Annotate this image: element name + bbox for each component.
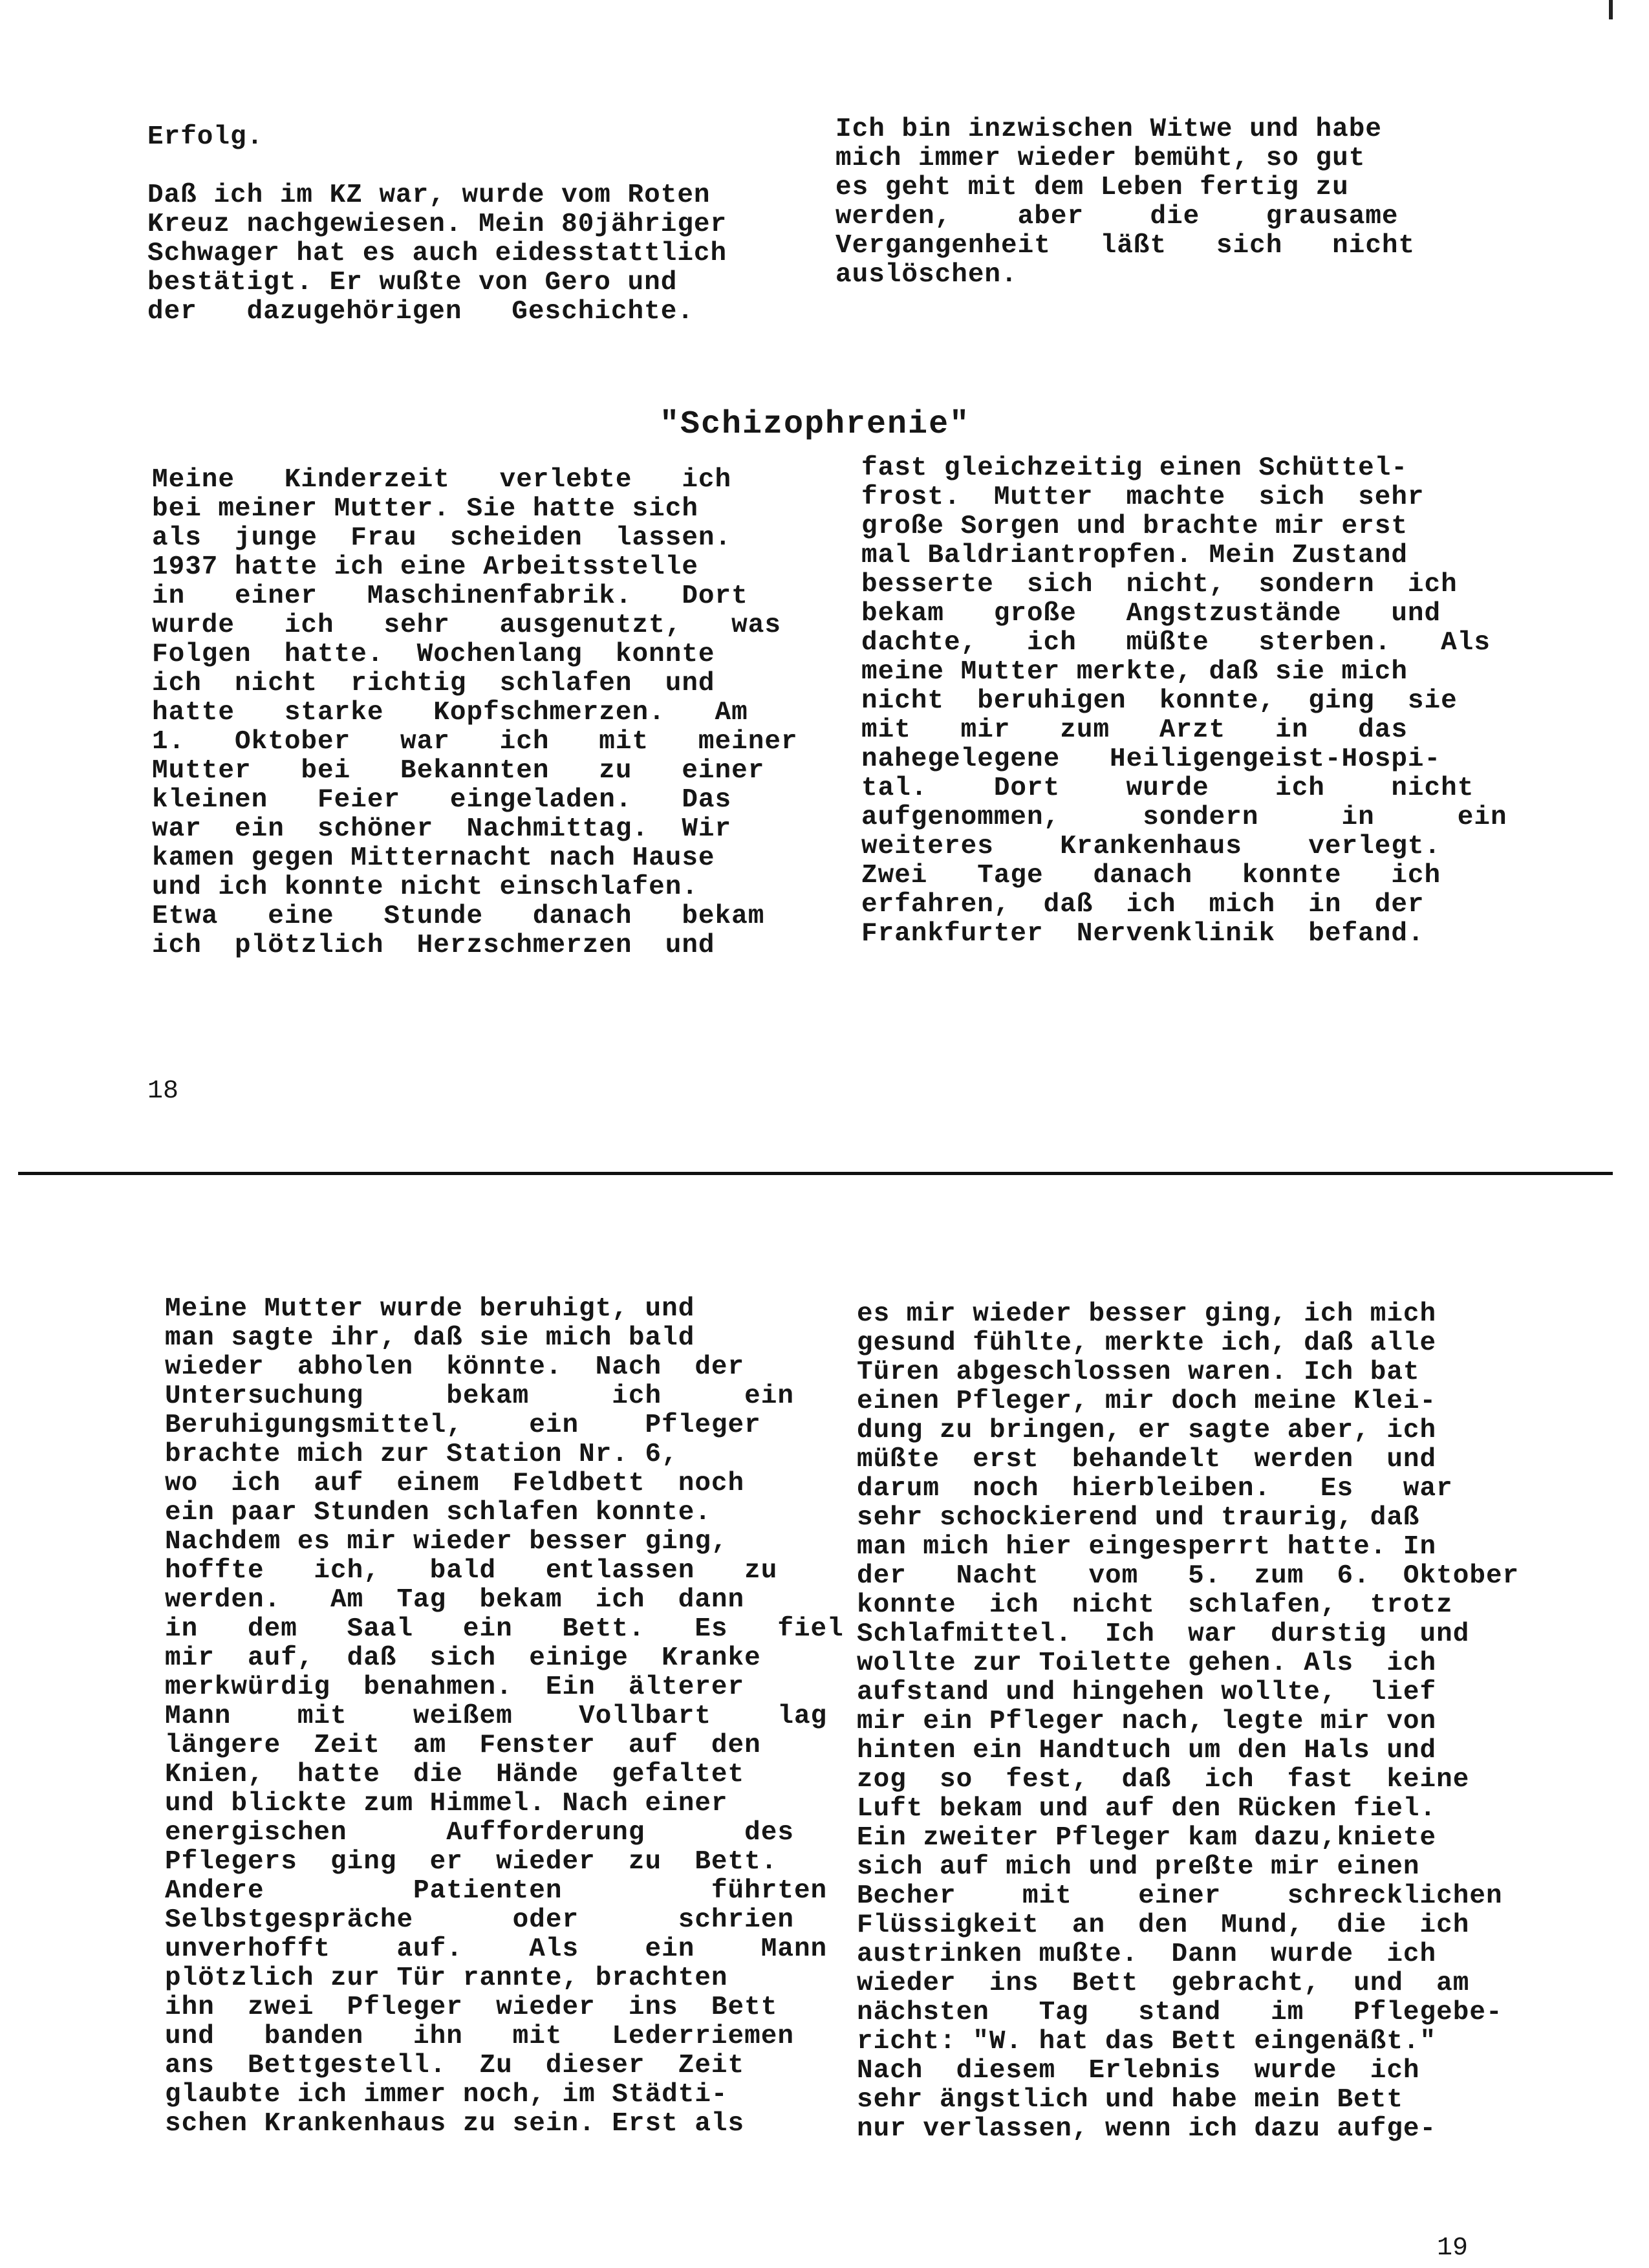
text-line: besserte sich nicht, sondern ich (861, 570, 1458, 599)
text-line: Knien, hatte die Hände gefaltet (165, 1760, 745, 1789)
text-line: 1. Oktober war ich mit meiner (152, 727, 798, 757)
text-line: zog so fest, daß ich fast keine (857, 1765, 1470, 1795)
text-line: man mich hier eingesperrt hatte. In (857, 1532, 1437, 1562)
text-line: ihn zwei Pfleger wieder ins Bett (165, 1993, 778, 2022)
text-line: hoffte ich, bald entlassen zu (165, 1556, 778, 1586)
text-line: wollte zur Toilette gehen. Als ich (857, 1648, 1437, 1678)
page2-left-text-column (165, 1294, 844, 2139)
text-line: war ein schöner Nachmittag. Wir (152, 814, 732, 844)
text-line: längere Zeit am Fenster auf den (165, 1731, 761, 1760)
page-number-right: 19 (1437, 2234, 1469, 2263)
text-line: richt: "W. hat das Bett eingenäßt." (857, 2027, 1437, 2057)
text-line: Frankfurter Nervenklinik befand. (861, 919, 1425, 949)
text-line: kleinen Feier eingeladen. Das (152, 785, 732, 815)
text-line: in dem Saal ein Bett. Es fiel (165, 1614, 844, 1644)
text-line: der dazugehörigen Geschichte. (147, 297, 694, 327)
text-line: Folgen hatte. Wochenlang konnte (152, 640, 715, 669)
text-line: Beruhigungsmittel, ein Pfleger (165, 1410, 761, 1440)
text-line: aufgenommen, sondern in ein (861, 803, 1507, 832)
text-line: und blickte zum Himmel. Nach einer (165, 1789, 728, 1819)
text-line: Pflegers ging er wieder zu Bett. (165, 1847, 778, 1877)
text-line: energischen Aufforderung des (165, 1818, 794, 1848)
text-line: ich plötzlich Herzschmerzen und (152, 931, 715, 960)
text-line: und banden ihn mit Lederriemen (165, 2022, 794, 2051)
text-line: nur verlassen, wenn ich dazu aufge- (857, 2114, 1437, 2144)
text-line: ich nicht richtig schlafen und (152, 669, 715, 698)
text-line: brachte mich zur Station Nr. 6, (165, 1440, 678, 1469)
text-line: man sagte ihr, daß sie mich bald (165, 1323, 695, 1353)
text-line: unverhofft auf. Als ein Mann (165, 1934, 828, 1964)
text-line: meine Mutter merkte, daß sie mich (861, 657, 1408, 687)
text-line: sich auf mich und preßte mir einen (857, 1852, 1420, 1882)
text-line: weiteres Krankenhaus verlegt. (861, 832, 1441, 861)
text-line: wieder ins Bett gebracht, und am (857, 1969, 1470, 1998)
text-line: kamen gegen Mitternacht nach Hause (152, 843, 715, 873)
text-line: Meine Kinderzeit verlebte ich (152, 465, 732, 495)
text-line: werden. Am Tag bekam ich dann (165, 1585, 745, 1615)
text-line: frost. Mutter machte sich sehr (861, 482, 1425, 512)
text-line: Untersuchung bekam ich ein (165, 1381, 794, 1411)
text-line: Vergangenheit läßt sich nicht (835, 231, 1416, 261)
text-line: es geht mit dem Leben fertig zu (835, 173, 1349, 202)
upper-right-text-column (835, 115, 1456, 290)
text-line: in einer Maschinenfabrik. Dort (152, 581, 748, 611)
text-line: tal. Dort wurde ich nicht (861, 773, 1474, 803)
text-line: sehr schockierend und traurig, daß (857, 1503, 1420, 1533)
text-line: Mutter bei Bekannten zu einer (152, 756, 765, 786)
page-edge-mark (1609, 0, 1613, 19)
text-line: schen Krankenhaus zu sein. Erst als (165, 2109, 745, 2139)
text-line: mit mir zum Arzt in das (861, 715, 1408, 745)
text-line: plötzlich zur Tür rannte, brachten (165, 1963, 728, 1993)
text-line: nicht beruhigen konnte, ging sie (861, 686, 1458, 716)
text-line: auslöschen. (835, 260, 1018, 290)
text-line: ein paar Stunden schlafen konnte. (165, 1498, 711, 1528)
text-line: müßte erst behandelt werden und (857, 1445, 1437, 1474)
page-number-left: 18 (147, 1077, 179, 1106)
text-line: einen Pfleger, mir doch meine Klei- (857, 1387, 1437, 1416)
text-line: darum noch hierbleiben. Es war (857, 1474, 1453, 1504)
text-line: dung zu bringen, er sagte aber, ich (857, 1416, 1437, 1445)
text-line: nahegelegene Heiligengeist-Hospi- (861, 744, 1441, 774)
text-line: mir ein Pfleger nach, legte mir von (857, 1707, 1437, 1736)
text-line: Türen abgeschlossen waren. Ich bat (857, 1357, 1420, 1387)
text-line: austrinken mußte. Dann wurde ich (857, 1939, 1437, 1969)
text-line: mir auf, daß sich einige Kranke (165, 1643, 761, 1673)
text-line: Mann mit weißem Vollbart lag (165, 1701, 828, 1731)
text-line: fast gleichzeitig einen Schüttel- (861, 453, 1408, 483)
text-line: nächsten Tag stand im Pflegebe- (857, 1998, 1503, 2027)
text-line: Selbstgespräche oder schrien (165, 1905, 794, 1935)
upper-left-text-column (147, 123, 768, 327)
text-line: sehr ängstlich und habe mein Bett (857, 2085, 1403, 2115)
text-line: Schwager hat es auch eidesstattlich (147, 239, 727, 268)
text-line: Kreuz nachgewiesen. Mein 80jähriger (147, 210, 727, 239)
text-line: Ein zweiter Pfleger kam dazu,kniete (857, 1823, 1437, 1853)
text-line: dachte, ich müßte sterben. Als (861, 628, 1491, 658)
text-line: Ich bin inzwischen Witwe und habe (835, 114, 1382, 144)
text-line: erfahren, daß ich mich in der (861, 890, 1425, 920)
section-title: "Schizophrenie" (660, 406, 971, 443)
text-line: Nach diesem Erlebnis wurde ich (857, 2056, 1420, 2086)
text-line: Luft bekam und auf den Rücken fiel. (857, 1794, 1437, 1824)
text-line: konnte ich nicht schlafen, trotz (857, 1590, 1453, 1620)
text-line (147, 152, 768, 181)
text-line: es mir wieder besser ging, ich mich (857, 1299, 1437, 1329)
text-line: wieder abholen könnte. Nach der (165, 1352, 745, 1382)
text-line: Nachdem es mir wieder besser ging, (165, 1527, 728, 1557)
text-line: glaubte ich immer noch, im Städti- (165, 2080, 728, 2110)
text-line: hatte starke Kopfschmerzen. Am (152, 698, 748, 728)
text-line: bekam große Angstzustände und (861, 599, 1441, 629)
lower-right-text-column (861, 453, 1507, 949)
page-divider (18, 1172, 1613, 1175)
text-line: Schlafmittel. Ich war durstig und (857, 1619, 1470, 1649)
text-line: Daß ich im KZ war, wurde vom Roten (147, 180, 711, 210)
text-line: mich immer wieder bemüht, so gut (835, 144, 1366, 173)
page2-right-text-column (857, 1299, 1520, 2144)
text-line: 1937 hatte ich eine Arbeitsstelle (152, 552, 698, 582)
text-line: Zwei Tage danach konnte ich (861, 861, 1441, 891)
text-line: bestätigt. Er wußte von Gero und (147, 268, 678, 297)
text-line: Meine Mutter wurde beruhigt, und (165, 1294, 695, 1324)
text-line: wurde ich sehr ausgenutzt, was (152, 610, 781, 640)
lower-left-text-column (152, 465, 798, 960)
text-line: wo ich auf einem Feldbett noch (165, 1469, 745, 1498)
text-line: Flüssigkeit an den Mund, die ich (857, 1910, 1470, 1940)
text-line: mal Baldriantropfen. Mein Zustand (861, 541, 1408, 570)
text-line: hinten ein Handtuch um den Hals und (857, 1736, 1437, 1766)
text-line: ans Bettgestell. Zu dieser Zeit (165, 2051, 745, 2080)
text-line: gesund fühlte, merkte ich, daß alle (857, 1328, 1437, 1358)
text-line: als junge Frau scheiden lassen. (152, 523, 732, 553)
text-line: der Nacht vom 5. zum 6. Oktober (857, 1561, 1520, 1591)
text-line: bei meiner Mutter. Sie hatte sich (152, 494, 698, 524)
text-line: werden, aber die grausame (835, 202, 1399, 232)
text-line: Erfolg. (147, 122, 264, 152)
text-line: aufstand und hingehen wollte, lief (857, 1678, 1437, 1707)
text-line: merkwürdig benahmen. Ein älterer (165, 1672, 745, 1702)
text-line: Andere Patienten führten (165, 1876, 828, 1906)
text-line: Etwa eine Stunde danach bekam (152, 902, 765, 931)
text-line: und ich konnte nicht einschlafen. (152, 872, 698, 902)
text-line: Becher mit einer schrecklichen (857, 1881, 1503, 1911)
text-line: große Sorgen und brachte mir erst (861, 512, 1408, 541)
